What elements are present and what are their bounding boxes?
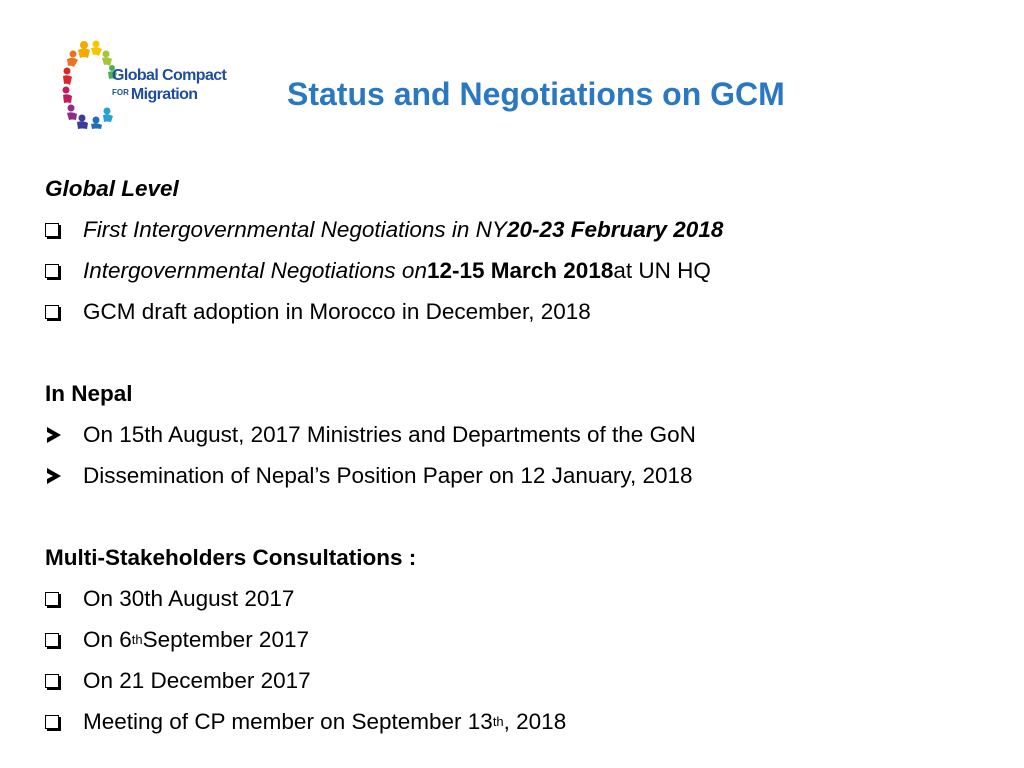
slide-content — [45, 168, 1005, 742]
item-text: On 21 December 2017 — [83, 667, 311, 693]
item-date: 20-23 February 2018 — [506, 216, 724, 242]
item-text: GCM draft adoption in Morocco in December, 2018 — [83, 298, 591, 324]
multi-stakeholders-heading: Multi-Stakeholders Consultations : — [45, 544, 417, 570]
item-text: Meeting of CP member on September 13 — [83, 708, 493, 734]
logo-for: FOR — [112, 88, 129, 97]
checkbox-bullet-icon — [45, 674, 83, 688]
list-item: Meeting of CP member on September 13 th , 2018 — [45, 701, 1005, 742]
gcm-logo — [62, 38, 227, 130]
list-item — [45, 414, 1005, 455]
arrow-bullet-icon — [45, 468, 83, 484]
spacer — [45, 332, 1005, 373]
page-title: Status and Negotiations on GCM — [287, 76, 785, 112]
people-ring-icon — [62, 38, 118, 130]
item-text: Dissemination of Nepal’s Position Paper on 12 January, 2018 — [83, 462, 693, 488]
logo-migration: Migration — [130, 86, 198, 103]
arrow-bullet-icon — [45, 427, 83, 443]
item-text: First Intergovernmental Negotiations in NY — [83, 216, 507, 242]
global-level-heading: Global Level — [45, 175, 179, 201]
item-text: Intergovernmental Negotiations on — [83, 257, 427, 283]
list-item — [45, 291, 1005, 332]
checkbox-bullet-icon — [45, 592, 83, 606]
list-item — [45, 250, 1005, 291]
item-text-suffix: , 2018 — [503, 708, 567, 734]
list-item — [45, 660, 1005, 701]
item-text-suffix: September 2017 — [142, 626, 309, 652]
item-date: 12-15 March 2018 — [426, 257, 614, 283]
checkbox-bullet-icon — [45, 305, 83, 319]
checkbox-bullet-icon — [45, 715, 83, 729]
item-text: On 6 — [83, 626, 132, 652]
logo-line-migration — [112, 87, 226, 103]
spacer — [45, 496, 1005, 537]
list-item: On 6 th September 2017 — [45, 619, 1005, 660]
list-item — [45, 578, 1005, 619]
checkbox-bullet-icon — [45, 633, 83, 647]
list-item — [45, 209, 1005, 250]
logo-text — [112, 68, 226, 103]
in-nepal-heading: In Nepal — [45, 380, 133, 406]
item-text-suffix: at UN HQ — [613, 257, 711, 283]
logo-line-global-compact: Global Compact — [112, 67, 227, 84]
item-text: On 15th August, 2017 Ministries and Departments of the GoN — [83, 421, 696, 447]
checkbox-bullet-icon — [45, 264, 83, 278]
checkbox-bullet-icon — [45, 223, 83, 237]
item-text: On 30th August 2017 — [83, 585, 295, 611]
list-item — [45, 455, 1005, 496]
